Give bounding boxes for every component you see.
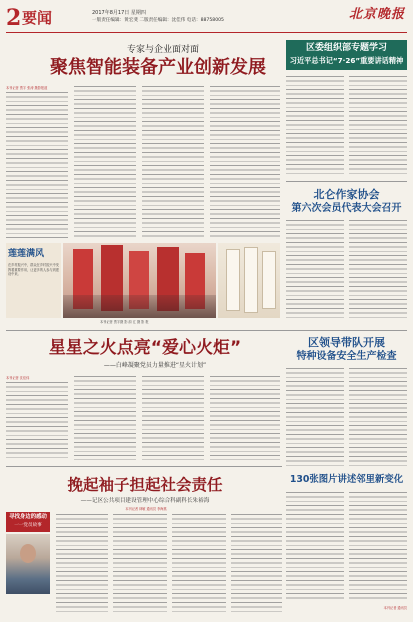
mid-right-text-col-1 xyxy=(286,368,344,468)
lead-body-columns xyxy=(6,86,281,241)
mid-headline: 星星之火点亮“爱心火炬” xyxy=(48,338,242,358)
top-right-headline-1: 区委组织部专题学习 xyxy=(305,43,387,53)
mid-divider xyxy=(6,330,407,331)
bottom-text-col-2 xyxy=(113,514,167,612)
bottom-right-text-col-2 xyxy=(349,492,407,602)
top-right-header xyxy=(286,40,407,70)
editor-line: 一版责任编辑：黄宏斐 二版责任编辑：沈佳伟 电话：88758005 xyxy=(92,18,224,23)
calligraphy-scroll-2 xyxy=(244,247,258,313)
lead-photo-calligraphy xyxy=(218,243,280,318)
top-right-text-col-2 xyxy=(349,76,407,176)
bottom-right-footer: 本刊记者 通讯员 xyxy=(383,606,407,610)
lead-photo-caption-box xyxy=(6,243,61,318)
bottom-byline: 本刊记者 林敏 通讯员 李海燕 xyxy=(125,507,167,511)
top-right-text-col-1 xyxy=(286,76,344,176)
photo-caption-text: 在乡村振兴中，群众在乡村振兴中发挥着重要作用，让更多的人参与到建设中来。 xyxy=(8,263,59,277)
lead-text-col-3 xyxy=(142,86,204,240)
mid-subheadline: ——白峰凝聚党员力量推进“星火计划” xyxy=(103,362,207,369)
lead-text-col-4 xyxy=(210,86,280,240)
sub-text-col-2 xyxy=(349,220,407,320)
lead-photo-banners xyxy=(63,243,216,318)
bottom-right-text-col-1 xyxy=(286,492,344,602)
lead-kicker: 专家与企业面对面 xyxy=(126,45,199,55)
section-title: 要闻 xyxy=(22,9,53,27)
mid-right-headline-2: 特种设备安全生产检查 xyxy=(296,351,397,362)
bottom-right-headline: 130张图片讲述邻里新变化 xyxy=(289,474,404,485)
sub-headline-1: 北仑作家协会 xyxy=(313,188,380,201)
lead-byline: 本刊记者 贾宇 张涛 摄影报道 xyxy=(6,86,48,90)
lead-text-col-1 xyxy=(6,92,68,240)
side-tag xyxy=(6,512,50,532)
mid-text-col-4 xyxy=(210,376,280,460)
lead-headline: 聚焦智能装备产业创新发展 xyxy=(50,57,266,78)
bottom-subheadline: ——记区公共项目建设管理中心综合科副科长朱裕海 xyxy=(80,498,210,504)
mid-byline: 本刊记者 沈佳伟 xyxy=(6,376,30,380)
masthead-logo: 北京晚报 xyxy=(348,7,405,22)
sub-text-col-1 xyxy=(286,220,344,320)
mid-text-col-1 xyxy=(6,382,68,460)
masthead xyxy=(6,6,407,32)
side-tag-line-2: 一一党员故事 xyxy=(14,523,42,528)
mid-text-col-3 xyxy=(142,376,204,460)
masthead-rule xyxy=(6,32,407,33)
portrait-face xyxy=(20,544,36,563)
mid-text-col-2 xyxy=(74,376,136,460)
calligraphy-scroll-1 xyxy=(226,249,240,311)
bottom-divider xyxy=(6,466,282,467)
lead-photo-credit: 本刊记者 贾宇摄 影 韵 汇 摄 影 报 xyxy=(100,320,149,324)
lead-text-col-2 xyxy=(74,86,136,240)
date-line: 2017年8月17日 星期四 xyxy=(92,10,146,16)
calligraphy-scroll-3 xyxy=(262,251,276,309)
mid-right-text-col-2 xyxy=(349,368,407,468)
portrait-photo xyxy=(6,534,50,594)
top-right-divider xyxy=(286,181,407,182)
bottom-headline: 挽起袖子担起社会责任 xyxy=(67,476,223,494)
bottom-text-col-3 xyxy=(172,514,226,612)
visitors xyxy=(63,295,216,318)
bottom-text-col-1 xyxy=(56,514,108,612)
top-right-headline-2: 习近平总书记“7·26”重要讲话精神 xyxy=(289,56,404,65)
bottom-text-col-4 xyxy=(231,514,282,612)
side-tag-line-1: 寻找身边的感动 xyxy=(9,514,47,520)
photo-caption-title: 莲莲满风 xyxy=(8,249,45,259)
mid-right-headline-1: 区领导带队开展 xyxy=(308,336,385,349)
sub-headline-2: 第六次会员代表大会召开 xyxy=(291,203,402,214)
page-number: 2 xyxy=(6,5,22,31)
